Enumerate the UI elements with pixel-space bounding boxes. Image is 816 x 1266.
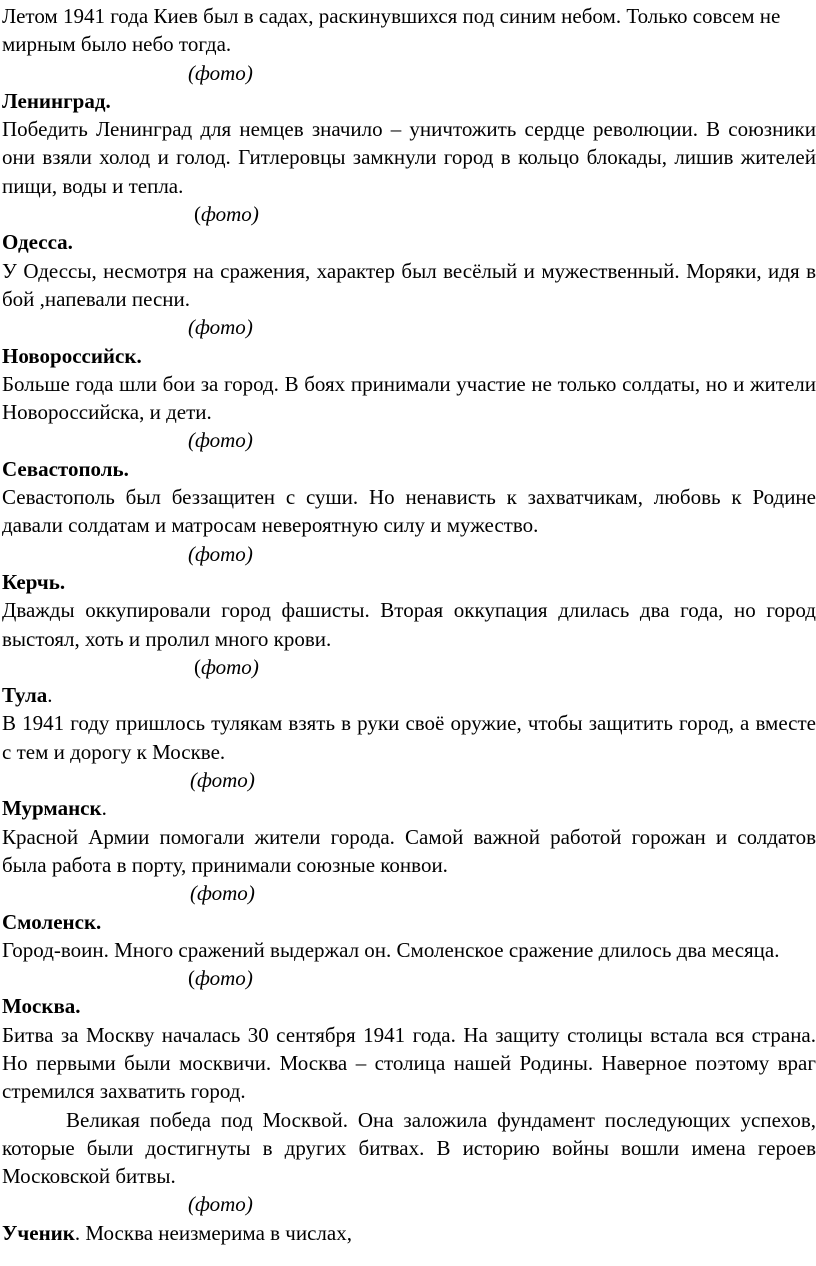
closing-line	[2, 1219, 816, 1247]
section-title-odessa: Одесса.	[2, 230, 73, 255]
section-text-moscow-victory: Великая победа под Москвой. Она заложила фундамент последующих успехов, которые были достигнуты в других битвах. В историю войны вошли имена героев Московской битвы.	[2, 1107, 816, 1189]
section-title-sevastopol: Севастополь.	[2, 456, 129, 481]
section-text-tula: В 1941 году пришлось тулякам взять в руки своё оружие, чтобы защитить город, а вместе с тем и дорогу к Москве.	[2, 711, 816, 764]
section-text-moscow: Битва за Москву началась 30 сентября 1941 года. На защиту столицы встала вся страна. Но первыми были москвичи. Москва – столица нашей Родины. Наверное поэтому враг стремился захватить город.	[2, 1022, 816, 1104]
photo-placeholder: (фото)	[194, 202, 259, 227]
section-text-smolensk: Город-воин. Много сражений выдержал он. Смоленское сражение длилось два месяца.	[2, 937, 780, 962]
section-text-murmansk: Красной Армии помогали жители города. Самой важной работой горожан и солдатов была работа в порту, принимали союзные конвои.	[2, 824, 816, 877]
section-title-leningrad: Ленинград.	[2, 88, 111, 113]
photo-placeholder: (фото)	[188, 541, 253, 566]
photo-placeholder: (фото)	[190, 768, 255, 793]
section-title-novorossiysk: Новороссийск.	[2, 343, 142, 368]
photo-placeholder: (фото)	[188, 1192, 253, 1217]
closing-text: . Москва неизмерима в числах,	[74, 1220, 352, 1245]
section-title-tula: Тула.	[2, 683, 53, 708]
section-title-moscow: Москва.	[2, 994, 81, 1019]
photo-placeholder: (фото)	[188, 966, 253, 991]
section-text-kerch: Дважды оккупировали город фашисты. Вторая оккупация длилась два года, но город выстоял, хоть и пролил много крови.	[2, 598, 816, 651]
section-title-murmansk: Мурманск.	[2, 796, 107, 821]
speaker-label: Ученик	[2, 1220, 75, 1245]
section-text-odessa: У Одессы, несмотря на сражения, характер был весёлый и мужественный. Моряки, идя в бой ,напевали песни.	[2, 258, 816, 311]
photo-placeholder: (фото)	[188, 60, 253, 85]
section-title-smolensk: Смоленск.	[2, 909, 102, 934]
section-text-sevastopol: Севастополь был беззащитен с суши. Но ненависть к захватчикам, любовь к Родине давали солдатам и матросам невероятную силу и мужество.	[2, 485, 816, 538]
photo-placeholder: (фото)	[188, 428, 253, 453]
photo-placeholder: (фото)	[190, 881, 255, 906]
section-text-leningrad: Победить Ленинград для немцев значило – уничтожить сердце революции. В союзники они взяли холод и голод. Гитлеровцы замкнули город в кольцо блокады, лишив жителей пищи, воды и тепла.	[2, 117, 816, 198]
kiev-paragraph: Летом 1941 года Киев был в садах, раскинувшихся под синим небом. Только совсем не мирным было небо тогда.	[2, 4, 781, 57]
photo-placeholder: (фото)	[194, 654, 259, 679]
photo-placeholder: (фото)	[188, 315, 253, 340]
section-text-novorossiysk: Больше года шли бои за город. В боях принимали участие не только солдаты, но и жители Новороссийска, и дети.	[2, 371, 816, 425]
section-title-kerch: Керчь.	[2, 569, 66, 594]
